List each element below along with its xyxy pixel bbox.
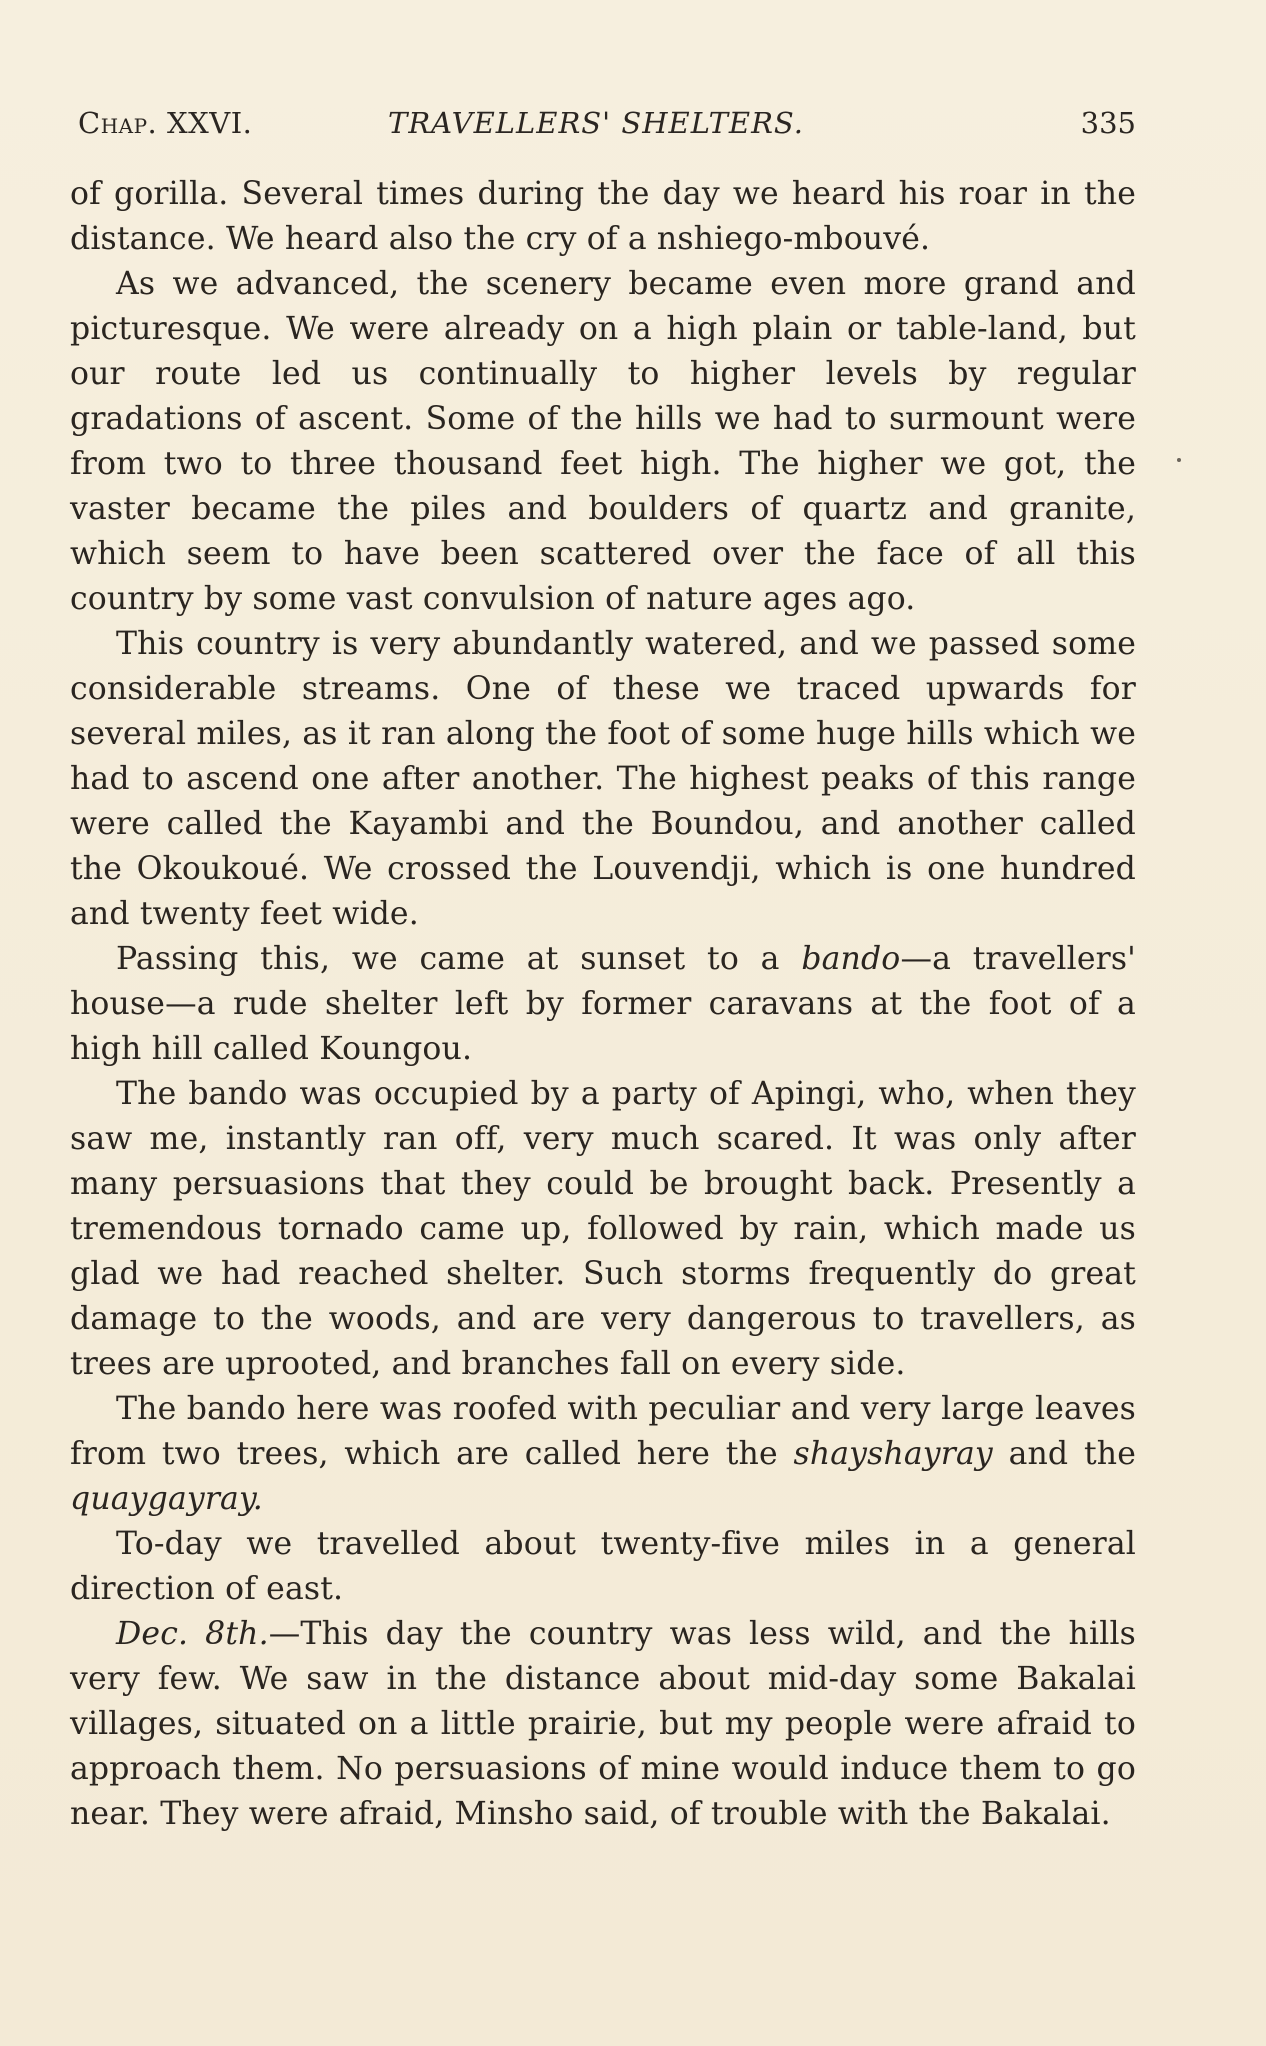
page-number: 335: [1080, 106, 1136, 140]
paragraph-distance: [70, 1522, 1136, 1612]
paragraph-dec-8th: [70, 1612, 1136, 1837]
paragraph-text: of gorilla. Several times during the day we heard his roar in the distance. We heard also the cry of a nshiego-mbouvé.: [70, 176, 1136, 257]
paragraph-text: This country is very abundantly watered, and we passed some considerable streams. One of these we traced upwards for several miles, as it ran along the foot of some huge hills which we had to ascend one after another. The highest peaks of this range were called the Kayambi and the Boundou, and another called the Okoukoué. We crossed the Louvendji, which is one hundred and twenty feet wide.: [70, 626, 1136, 932]
running-head: [78, 103, 1136, 143]
italic-term-bando: bando: [801, 941, 901, 977]
paragraph-roof: [70, 1387, 1136, 1522]
italic-term-shayshayray: shayshayray: [793, 1436, 993, 1472]
italic-term-quaygayray: quaygayray.: [70, 1481, 263, 1517]
margin-dot: [1177, 458, 1181, 462]
paragraph-text-start: Passing this, we came at sunset to a: [116, 941, 802, 977]
paragraph-text: As we advanced, the scenery became even more grand and picturesque. We were already on a high plain or table-land, but our route led us continually to higher levels by regular gradations of ascent. Some of the hills we had to surmount were from two to three thousand feet high. The higher we got, the vaster became the piles and boulders of quartz and granite, which seem to have been scattered over the face of all this country by some vast convulsion of nature ages ago.: [70, 266, 1136, 617]
italic-date: Dec. 8th.: [116, 1616, 269, 1652]
paragraph-apingi: [70, 1072, 1136, 1387]
body-text: [70, 172, 1136, 1837]
paragraph-text-start: The bando here was roofed with peculiar and very large leaves from two trees, which are called here the: [70, 1391, 1136, 1472]
paragraph-text: The bando was occupied by a party of Apingi, who, when they saw me, instantly ran off, very much scared. It was only after many persuasions that they could be brought back. Presently a tremendous tornado came up, followed by rain, which made us glad we had reached shelter. Such storms frequently do great damage to the woods, and are very dangerous to travellers, as trees are uprooted, and branches fall on every side.: [70, 1076, 1136, 1382]
paragraph-streams: [70, 622, 1136, 937]
paragraph-text-end: —a travellers' house—a rude shelter left by former caravans at the foot of a high hill called Koungou.: [70, 941, 1136, 1067]
paragraph-continuation: [70, 172, 1136, 262]
paragraph-text-middle: and the: [992, 1436, 1137, 1472]
paragraph-scenery: [70, 262, 1136, 622]
running-title: TRAVELLERS' SHELTERS.: [388, 106, 804, 140]
chapter-label: Chap. XXVI.: [78, 106, 253, 140]
paragraph-text: To-day we travelled about twenty-five miles in a general direction of east.: [70, 1526, 1136, 1607]
paragraph-bando: [70, 937, 1136, 1072]
paragraph-text: —This day the country was less wild, and the hills very few. We saw in the distance about mid-day some Bakalai villages, situated on a little prairie, but my people were afraid to approach them. No persuasions of mine would induce them to go near. They were afraid, Minsho said, of trouble with the Bakalai.: [70, 1616, 1136, 1832]
